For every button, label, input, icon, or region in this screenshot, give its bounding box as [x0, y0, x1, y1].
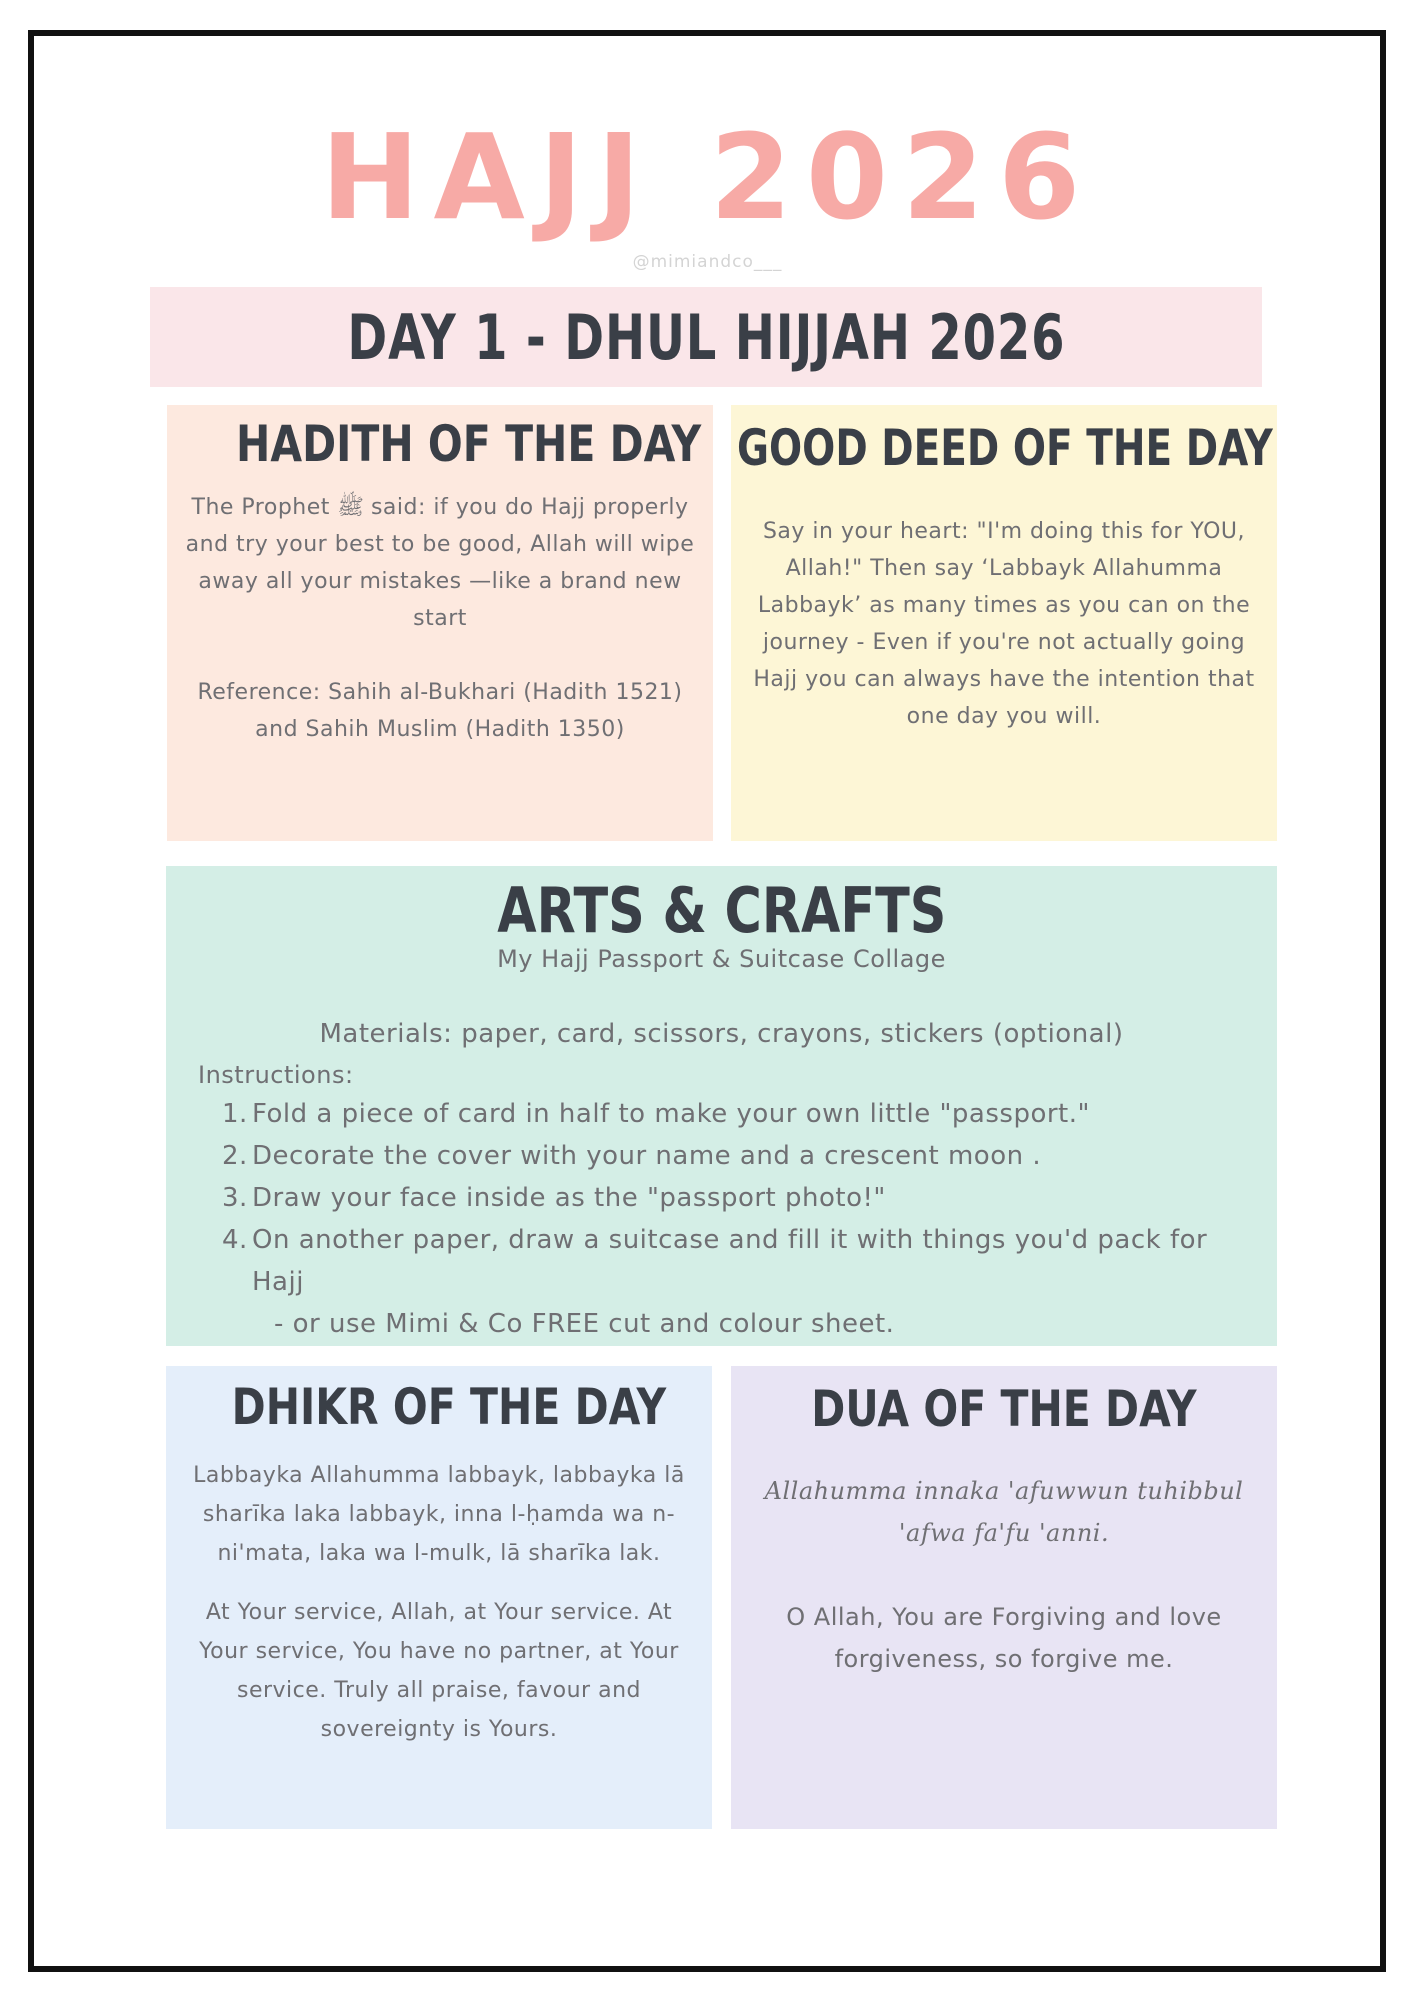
step-text: Fold a piece of card in half to make your own little "passport."	[252, 1099, 1090, 1129]
dhikr-section	[166, 1366, 712, 1829]
good-deed-heading: GOOD DEED OF THE DAY	[737, 419, 1273, 477]
step-text-line: On another paper, draw a suitcase and fill it with things you'd pack for Hajj	[252, 1225, 1208, 1297]
author-handle: @mimiandco___	[632, 252, 783, 272]
arts-crafts-subtitle: My Hajj Passport & Suitcase Collage	[497, 945, 946, 973]
step-text	[252, 1219, 1259, 1345]
good-deed-text: Say in your heart: "I'm doing this for YOU, Allah!" Then say ‘Labbayk Allahumma Labbayk’ as many times as you can on the journey - Even if you're not actually going Hajj you can always have the intention that one day you will.	[753, 519, 1255, 729]
hadith-heading: HADITH OF THE DAY	[236, 415, 702, 473]
instruction-step	[222, 1219, 1259, 1345]
dhikr-transliteration: Labbayka Allahumma labbayk, labbayka lā sharīka laka labbayk, inna l-ḥamda wa n-ni'mata, laka wa l-mulk, lā sharīka lak.	[193, 1463, 685, 1566]
page-title: HAJJ 2026	[320, 108, 1095, 246]
instructions-label: Instructions:	[198, 1061, 354, 1089]
dua-body	[749, 1470, 1259, 1680]
dhikr-heading: DHIKR OF THE DAY	[231, 1378, 667, 1436]
instruction-step	[222, 1177, 1259, 1219]
dhikr-translation: At Your service, Allah, at Your service. At Your service, You have no partner, at Your service. Truly all praise, favour and sovereignty is Yours.	[199, 1600, 679, 1742]
step-text: Draw your face inside as the "passport photo!"	[252, 1183, 886, 1213]
instruction-step	[222, 1135, 1259, 1177]
instructions-list	[184, 1093, 1259, 1345]
instruction-step	[222, 1093, 1259, 1135]
arts-crafts-section	[166, 866, 1277, 1346]
hadith-section	[167, 405, 713, 841]
hadith-text: The Prophet ﷺ said: if you do Hajj properly and try your best to be good, Allah will wipe away all your mistakes —like a brand new start	[185, 495, 695, 631]
step-number: 2.	[222, 1141, 248, 1171]
step-number: 4.	[222, 1225, 248, 1255]
step-text-continuation: - or use Mimi & Co FREE cut and colour sheet.	[274, 1309, 895, 1339]
hadith-reference: Reference: Sahih al-Bukhari (Hadith 1521) and Sahih Muslim (Hadith 1350)	[197, 680, 683, 742]
step-text: Decorate the cover with your name and a crescent moon .	[252, 1141, 1042, 1171]
good-deed-section	[731, 405, 1277, 841]
materials-list: Materials: paper, card, scissors, crayons, stickers (optional)	[319, 1019, 1124, 1049]
day-banner	[150, 287, 1262, 387]
dua-transliteration: Allahumma innaka 'afuwwun tuhibbul 'afwa fa'fu 'anni.	[764, 1477, 1244, 1547]
step-number: 3.	[222, 1183, 248, 1213]
dua-heading: DUA OF THE DAY	[811, 1380, 1197, 1438]
dua-section	[731, 1366, 1277, 1829]
day-heading: DAY 1 - DHUL HIJJAH 2026	[347, 300, 1065, 374]
arts-crafts-heading: ARTS & CRAFTS	[496, 874, 947, 947]
spacer	[749, 1554, 1259, 1596]
step-number: 1.	[222, 1099, 248, 1129]
dua-translation: O Allah, You are Forgiving and love forgiveness, so forgive me.	[786, 1603, 1222, 1673]
